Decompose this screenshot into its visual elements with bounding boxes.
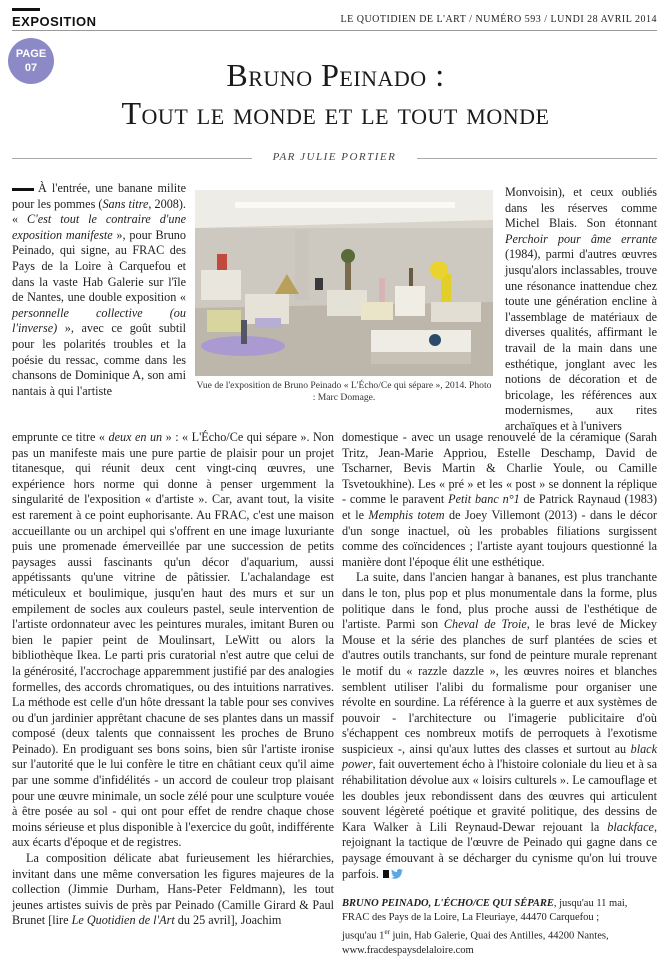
lead-dash (12, 188, 34, 191)
exhibition-info (342, 897, 657, 958)
paragraph: La composition délicate abat furieusement les hiérarchies, invitant dans une même conversation les figures majeures de la collection (Jimmie Durham, Hans-Peter Feldmann), les tout jeunes artistes suivis de près par Peinado (Camille Girard & Paul Brunet [lire Le Quotidien de l'Art du 25 avril], Joachim (12, 851, 334, 928)
section-rubric: EXPOSITION (12, 14, 97, 29)
header-divider (12, 30, 657, 31)
issue-line: LE QUOTIDIEN DE L'ART / NUMÉRO 593 / LUNDI 28 AVRIL 2014 (340, 14, 657, 25)
column-lower-left (12, 430, 334, 929)
byline: PAR JULIE PORTIER (12, 151, 657, 163)
info-line-2: FRAC des Pays de la Loire, La Fleuriaye, 44470 Carquefou ; (342, 912, 600, 923)
page-label: PAGE (15, 48, 47, 60)
paragraph: La suite, dans l'ancien hangar à bananes, est plus tranchante dans le ton, plus pop et plus monumentale dans la forme, plus politique dans le fond, plus proche aussi de l'esthétique de l'artiste. Parmi son Cheval de Troie, le bras levé de Mickey Mouse et la série des planches de surf plantées de scies et d'autres outils tranchants, sur fond de peinture murale reprenant le motif du « razzle dazzle », les œuvres noires et blanches semblent utiliser l'alibi du formalisme pour organiser une révolte en sourdine. La référence à la guerre et aux systèmes de pouvoir - l'architecture ou l'imagerie publicitaire d'où s'échappent ces nombreux motifs de perroquets à l'exotisme suspicieux -, ainsi qu'aux luttes des classes et surtout au black power, fait ouvertement écho à l'histoire coloniale du lieu et à sa réhabilitation dévolue aux « loisirs culturels ». Le camouflage et les doubles jeux rebondissent dans des œuvres qui articulent souvent légèreté poétique et gravité politique, des dessins de Kara Walker à Lili Reynaud-Dewar rejouant la blackface, rejoignant la tactique de l'œuvre de Peinado qui gagne dans ce paysage émouvant à se décharger du cynisme qu'on lui trouve parfois. (342, 570, 657, 881)
website-link[interactable]: www.fracdespaysdelaloire.com (342, 944, 474, 956)
paragraph: Monvoisin), et ceux oubliés dans les réserves comme Michel Blais. Son étonnant Perchoir pour âme errante (1984), parmi d'autres œuvres jusqu'alors inclassables, trouve une résonance inattendue chez toute une génération encline à l'assemblage de matériaux de diverses qualités, affirmant le travail de la main dans une esthétique, jonglant avec les notions de décoration et de bricolage, les références aux modernismes, aux rites archaïques et à l'univers (505, 185, 657, 433)
paragraph: emprunte ce titre « deux en un » : « L'Écho/Ce qui sépare ». Non pas un manifeste mais une pure partie de plaisir pour un projet titanesque, qui réunit deux cent vingt-cinq œuvres, une expérience hors norme qui donne à penser urgemment la singularité de l'exposition « d'artiste ». Car, avant tout, la visite est rarement à ce point euphorisante. Au FRAC, c'est une maison accueillante ou un archipel qui s'offrent en une image luxuriante puis une promenade émerveillée par une succession de petits paysages aussi fascinants qu'un décor d'aquarium, aussi appétissants qu'une vitrine de pâtissier. L'achalandage est méticuleux et boulimique, jusqu'en haut des murs et sur un empilement de socles aux couleurs pastel, seule intervention de l'artiste ordonnateur avec les peintures murales, imitant Buren ou bien le papier peint de Moulinsart, LeWitt ou alors la bibliothèque Ikea. Le parti pris curatorial n'est autre que celui de la générosité, l'accrochage apparemment justifié par des analogies formelles, des accords chromatiques, ou des intuitions narratives. La méthode est celle d'un hôte dressant la table pour ses convives ou d'un jardinier apprêtant chacune de ses plantes dans un massif composé (deux talents que connaissent les proches de Bruno Peinado). En prodiguant ses bons soins, bien sûr l'artiste ironise sur l'autorité que le lui confère le titre en châtiant ceux qu'il aime par une somme d'infidélités - un accord de couleur trop plaisant pour une œuvre minimale, un socle zélé pour une sculpture vouée à être posée au sol - qui ont pour effet de rendre chaque chose moins sérieuse et plus disponible à l'exercice du goût, indifférente aux écarts d'époque et de registres. (12, 430, 334, 850)
column-right (505, 185, 657, 435)
end-mark (383, 870, 389, 878)
info-line-3: jusqu'au 1er juin, Hab Galerie, Quai des Antilles, 44200 Nantes, (342, 928, 609, 942)
title-line-2: Tout le monde et le tout monde (121, 95, 550, 131)
rubric-bar (12, 8, 40, 11)
photo-caption: Vue de l'exposition de Bruno Peinado « L'Écho/Ce qui sépare », 2014. Photo : Marc Domage. (196, 380, 492, 403)
page-number: 07 (24, 62, 38, 74)
column-left (12, 181, 186, 399)
title-line-1: Bruno Peinado : (226, 57, 445, 93)
twitter-bird-icon[interactable] (391, 869, 403, 879)
paragraph: domestique - avec un usage renouvelé de la céramique (Sarah Tritz, Jean-Marie Appriou, Estelle Deschamp, David de Tscharner, Bevis Martin & Charlie Youle, ou Camille Tsvetoukhine). Les « pré » et les « post » se donnent la réplique - comme le paravent Petit banc n°1 de Patrick Raynaud (1983) et le Memphis totem de Joey Villemont (2013) - dans le décor d'un songe inactuel, où les probables filiations surgissent comme des coïncidences ; l'artiste ayant toujours questionné la manière dont l'époque élit une esthétique. (342, 430, 658, 569)
exhibition-photo (195, 190, 493, 376)
byline-row (12, 151, 657, 165)
column-lower-right (342, 430, 657, 882)
paragraph: À l'entrée, une banane milite pour les pommes (Sans titre, 2008). « C'est tout le contraire d'une exposition manifeste », pour Bruno Peinado, qui signe, au FRAC des Pays de la Loire à Carquefou et dans la vaste Hab Galerie sur l'île de Nantes, une double exposition « personnelle collective (ou l'inverse) », avec ce goût subtil pour les polarités troubles et la poésie du ressac, comme dans les chansons de Dominique A, son ami nantais à qui l'artiste (12, 181, 187, 398)
exhibition-photo-drawing (195, 190, 493, 376)
info-line-1: BRUNO PEINADO, L'ÉCHO/CE QUI SÉPARE, jusqu'au 11 mai, (342, 898, 628, 909)
article-title (40, 56, 631, 132)
